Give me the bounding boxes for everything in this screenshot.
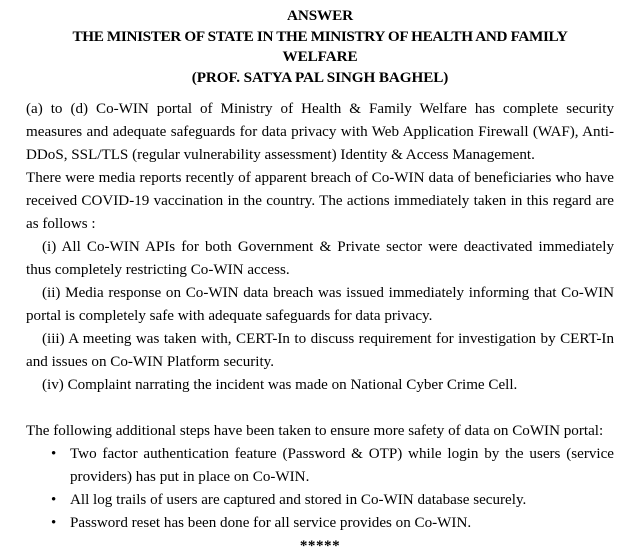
- list-item: [26, 512, 614, 535]
- additional-steps-list: [26, 443, 614, 535]
- paragraph-media-reports: There were media reports recently of apparent breach of Co-WIN data of beneficiaries who have received COVID-19 vaccination in the country. The actions immediately taken in this regard are as follows :: [26, 170, 614, 232]
- document-header: [0, 0, 640, 88]
- heading-answer: ANSWER: [286, 7, 354, 24]
- action-item-ii: (ii) Media response on Co-WIN data breach was issued immediately informing that Co-WIN portal is completely safe with adequate safeguards for data privacy.: [26, 285, 614, 324]
- list-item-text: Password reset has been done for all service provides on Co-WIN.: [70, 515, 472, 531]
- heading-minister-line-1: THE MINISTER OF STATE IN THE MINISTRY OF HEALTH AND FAMILY: [72, 27, 568, 45]
- paragraph-additional-steps-intro: The following additional steps have been taken to ensure more safety of data on CoWIN portal:: [26, 423, 604, 439]
- document-body: [0, 98, 640, 558]
- action-item-iii: (iii) A meeting was taken with, CERT-In to discuss requirement for investigation by CERT-In and issues on Co-WIN Platform security.: [26, 331, 614, 370]
- paragraph-spacer: [26, 397, 614, 420]
- bullet-icon: •: [51, 446, 57, 462]
- bullet-icon: •: [51, 515, 57, 531]
- list-item-text: All log trails of users are captured and stored in Co-WIN database securely.: [70, 492, 527, 508]
- paragraph-intro: (a) to (d) Co-WIN portal of Ministry of Health & Family Welfare has complete security measures and adequate safeguards for data privacy with Web Application Firewall (WAF), Anti-DDoS, SSL/TLS (regular vulnerability assessment) Identity & Access Management.: [26, 101, 614, 163]
- action-item-i: (i) All Co-WIN APIs for both Government & Private sector were deactivated immediately thus completely restricting Co-WIN access.: [26, 239, 614, 278]
- list-item: [26, 443, 614, 489]
- list-item: [26, 489, 614, 512]
- list-item-text: Two factor authentication feature (Password & OTP) while login by the users (service providers) has put in place on Co-WIN.: [70, 446, 614, 485]
- end-marker: *****: [299, 538, 341, 554]
- action-item-iv: (iv) Complaint narrating the incident was made on National Cyber Crime Cell.: [42, 377, 518, 393]
- document-footer: [26, 535, 614, 558]
- heading-minister-line-2: WELFARE: [282, 48, 358, 65]
- bullet-icon: •: [51, 492, 57, 508]
- heading-minister-name: (PROF. SATYA PAL SINGH BAGHEL): [191, 68, 449, 86]
